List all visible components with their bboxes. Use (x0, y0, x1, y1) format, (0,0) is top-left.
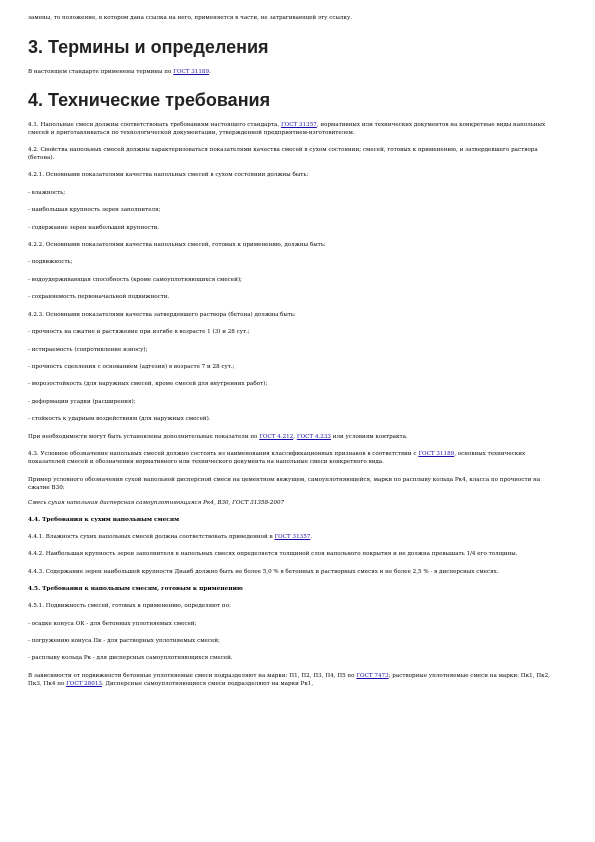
paragraph-4-4-1 (28, 533, 561, 541)
text-span: В настоящем стандарте применены термины по (28, 69, 174, 76)
text-span: . Дисперсные самоуплотняющиеся смеси подразделяют на марки Рк1, (101, 681, 314, 688)
list-item: - содержание зерен наибольшей крупности. (28, 224, 160, 231)
gost-4-212-link[interactable]: ГОСТ 4.212 (259, 433, 294, 440)
text-span: . (209, 69, 211, 76)
list-item: - прочность на сжатие и растяжение при изгибе в возрасте 1 (3) и 28 сут.; (28, 329, 250, 336)
gost-31357-link[interactable]: ГОСТ 31357 (280, 121, 317, 128)
text-span: 4.3. Условное обозначение напольных смесей должно состоять из наименования классификационных признаков в соответствии с (28, 450, 419, 457)
paragraph-4-2-3: 4.2.3. Основными показателями качества затвердевшего раствора (бетона) должны быть: (28, 311, 296, 318)
paragraph-4-4-3: 4.4.3. Содержание зерен наибольшей крупности Днаиб должно быть не более 5,0 % в бетонных и растворных смесях и не более 2,5 % - в дисперсных смесях. (28, 568, 499, 575)
intro-paragraph: замены, то положение, в котором дана ссылка на него, применяется в части, не затрагивающей эту ссылку. (28, 15, 353, 21)
list-item: - деформации усадки (расширения); (28, 398, 136, 405)
list-item: - осадке конуса ОК - для бетонных уплотняемых смесей; (28, 620, 197, 627)
gost-31189-link[interactable]: ГОСТ 31189 (418, 450, 455, 457)
paragraph-4-5-1: 4.5.1. Подвижность смесей, готовых к применению, определяют по: (28, 603, 231, 610)
paragraph-4-2: 4.2. Свойства напольных смесей должны характеризоваться показателями качества смесей в сухом состоянии; смесей, готовых к применению, и затвердевшего раствора (бетона). (28, 146, 538, 162)
list-item: - истираемость (сопротивление износу); (28, 346, 148, 353)
subsection-4-4-heading: 4.4. Требования к сухим напольным смесям (28, 516, 180, 523)
paragraph-4-4-2: 4.4.2. Наибольшая крупность зерен заполнителя в напольных смесях определяется толщиной слоя напольного покрытия и не должна превышать 1/4 его толщины. (28, 551, 518, 558)
text-span: , нормативных или технических документов на конкретные виды напольных смесей и приготавливаться по технологической документации, утвержденной предприятием-изготовителем. (28, 121, 546, 137)
gost-31357-link[interactable]: ГОСТ 31357 (274, 533, 311, 540)
gost-28013-link[interactable]: ГОСТ 28013 (66, 681, 102, 688)
list-item: - влажность; (28, 189, 66, 196)
list-item: - морозостойкость (для наружных смесей, кроме смесей для внутренних работ); (28, 381, 268, 388)
paragraph-additional (28, 433, 561, 441)
subsection-4-5-heading: 4.5. Требования к напольным смесям, готовым к применению (28, 586, 243, 593)
text-span: ; растворные уплотняемые смеси на марки: Пк1, Пк2, Пк3, Пк4 по (28, 672, 550, 688)
section-4-heading: 4. Технические требования (28, 89, 271, 110)
paragraph-4-1 (28, 121, 561, 138)
example-code-text: Смесь сухая напольная дисперсная самоуплотняющаяся Рк4, В30, ГОСТ 31358-2007 (28, 499, 285, 506)
text-span: или условиям контракта. (330, 433, 408, 440)
example-code (28, 499, 561, 507)
text-span: . (310, 533, 313, 540)
paragraph-4-2-2: 4.2.2. Основными показателями качества напольных смесей, готовых к применению, должны быть: (28, 242, 326, 249)
section-3-paragraph (28, 68, 561, 76)
gost-31189-link[interactable]: ГОСТ 31189 (173, 69, 210, 76)
text-span: , (293, 433, 297, 440)
gost-4-233-link[interactable]: ГОСТ 4.233 (296, 433, 331, 440)
list-item: - сохраняемость первоначальной подвижности. (28, 294, 170, 301)
list-item: - наибольшая крупность зерен заполнителя; (28, 207, 161, 214)
text-span: , основных технических показателей смесей и обозначения нормативного или технического документа на напольные смеси конкретного вида. (28, 450, 526, 466)
list-item: - стойкость к ударным воздействиям (для наружных смесей). (28, 416, 211, 423)
paragraph-4-2-1: 4.2.1. Основными показателями качества напольных смесей в сухом состоянии должны быть: (28, 172, 309, 179)
list-item: - прочность сцепления с основанием (адгезия) в возрасте 7 и 28 сут.; (28, 363, 235, 370)
list-item: - погружению конуса Пк - для растворных уплотняемых смесей; (28, 638, 220, 644)
list-item: - водоудерживающая способность (кроме самоуплотняющихся смесей); (28, 276, 242, 283)
paragraph-mobility-grades (28, 672, 561, 689)
text-span: 4.1. Напольные смеси должны соответствовать требованиям настоящего стандарта, (28, 121, 281, 128)
list-item: - подвижность; (28, 259, 73, 266)
list-item: - расплыву кольца Рк - для дисперсных самоуплотняющихся смесей. (28, 655, 233, 662)
section-3-heading: 3. Термины и определения (28, 37, 269, 58)
text-span: 4.4.1. Влажность сухих напольных смесей должна соответствовать приведенной в (28, 533, 275, 540)
paragraph-4-3 (28, 450, 561, 467)
text-span: В зависимости от подвижности бетонные уплотняемые смеси подразделяют на марки: П1, П2, П3, П4, П5 по (28, 672, 357, 679)
gost-7473-link[interactable]: ГОСТ 7473 (356, 672, 389, 679)
example-paragraph: Пример условного обозначения сухой напольной дисперсной смеси на цементном вяжущем, самоуплотняющейся, марки по расплыву кольца Рк4, класса по прочности на сжатие В30: (28, 476, 541, 492)
text-span: При необходимости могут быть установлены дополнительные показатели по (28, 433, 260, 440)
